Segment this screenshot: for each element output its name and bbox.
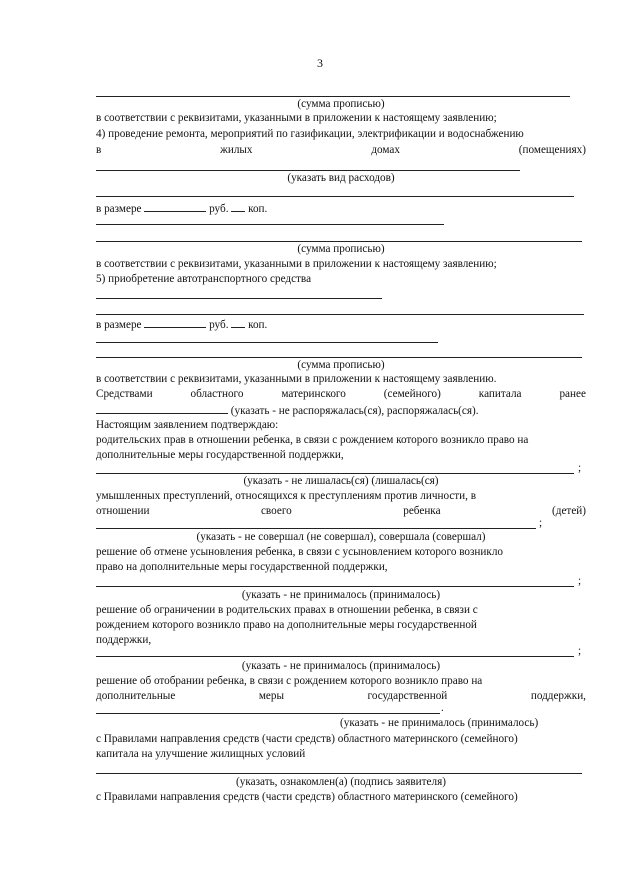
text-line: Настоящим заявлением подтверждаю:: [96, 419, 279, 431]
text-line: дополнительные меры государственной поддержки,: [96, 449, 344, 461]
text-line: право на дополнительные меры государственной поддержки,: [96, 561, 388, 573]
word: ребенка: [403, 505, 441, 517]
hint-signature: (указать, ознакомлен(а) (подпись заявителя): [236, 776, 446, 788]
hint-sum-in-words: (сумма прописью): [297, 359, 385, 371]
fill-line: [96, 314, 584, 315]
text-line: в соответствии с реквизитами, указанными в приложении к настоящему заявлению;: [96, 258, 497, 270]
hint-taken: (указать - не принималось (принималось): [340, 717, 539, 729]
rubles-blank: [144, 201, 206, 212]
semicolon: ;: [539, 517, 543, 529]
word: жилых: [220, 144, 253, 156]
word: в размере: [96, 319, 142, 331]
word: отношении: [96, 505, 150, 517]
funds-disposal-line: [96, 403, 479, 418]
semicolon: ;: [578, 645, 582, 657]
fill-line: [96, 586, 574, 587]
word: ранее: [559, 388, 586, 400]
justified-line: [96, 690, 586, 703]
word: коп.: [248, 319, 268, 331]
hint-taken: (указать - не принималось (принималось): [241, 660, 441, 672]
word: капитала: [478, 388, 522, 400]
hint: (указать - не распоряжалась(ся), распоряжалась(ся).: [230, 405, 479, 417]
word: меры: [258, 690, 284, 702]
fill-line: [96, 170, 520, 171]
semicolon: ;: [578, 575, 582, 587]
text-line: решение об ограничении в родительских правах в отношении ребенка, в связи с: [96, 604, 478, 616]
disposal-blank: [96, 403, 228, 414]
word: поддержки,: [530, 690, 586, 702]
hint-taken: (указать - не принималось (принималось): [241, 589, 441, 601]
word: (детей): [552, 505, 586, 517]
hint-deprived: (указать - не лишалась(ся) (лишалась(ся): [243, 475, 439, 487]
fill-line: [96, 241, 582, 242]
word: в: [96, 144, 102, 156]
rubles-blank: [144, 317, 206, 328]
page-number: 3: [317, 56, 323, 70]
fill-line: [96, 473, 574, 474]
kopecks-blank: [231, 201, 245, 212]
fill-line: [96, 224, 444, 225]
fill-line: [96, 196, 574, 197]
word: коп.: [248, 203, 268, 215]
fill-line: [96, 773, 582, 774]
word: (семейного): [383, 388, 441, 400]
text-line: 5) приобретение автотранспортного средства: [96, 273, 312, 285]
justified-line: [96, 144, 586, 157]
word: (помещениях): [518, 144, 586, 156]
word: домах: [371, 144, 400, 156]
text-line: 4) проведение ремонта, мероприятий по газификации, электрификации и водоснабжению: [96, 128, 524, 140]
text-line: капитала на улучшение жилищных условий: [96, 748, 306, 760]
fill-line: [96, 357, 582, 358]
hint-sum-in-words: (сумма прописью): [297, 243, 385, 255]
amount-line: [96, 201, 267, 216]
word: дополнительные: [96, 690, 176, 702]
word: государственной: [367, 690, 448, 702]
justified-line: [96, 388, 586, 401]
word: в размере: [96, 203, 142, 215]
text-line: в соответствии с реквизитами, указанными в приложении к настоящему заявлению.: [96, 373, 497, 385]
word: областного: [190, 388, 244, 400]
fill-line: [96, 298, 382, 299]
text-line: поддержки,: [96, 634, 152, 646]
fill-line: [96, 528, 536, 529]
fill-line: [96, 656, 574, 657]
word: Средствами: [96, 388, 153, 400]
amount-line: [96, 317, 267, 332]
word: руб.: [209, 319, 229, 331]
hint-expense-type: (указать вид расходов): [287, 172, 395, 184]
text-line: умышленных преступлений, относящихся к преступлениям против личности, в: [96, 490, 477, 502]
text-line: в соответствии с реквизитами, указанными в приложении к настоящему заявлению;: [96, 112, 497, 124]
text-line: родительских прав в отношении ребенка, в связи с рождением которого возникло право на: [96, 434, 529, 446]
text-line: рождением которого возникло право на дополнительные меры государственной: [96, 619, 477, 631]
word: своего: [260, 505, 292, 517]
text-line: с Правилами направления средств (части средств) областного материнского (семейного): [96, 791, 518, 803]
word: материнского: [281, 388, 346, 400]
word: руб.: [209, 203, 229, 215]
text-line: с Правилами направления средств (части средств) областного материнского (семейного): [96, 733, 518, 745]
text-line: решение об отмене усыновления ребенка, в связи с усыновлением которого возникло: [96, 546, 504, 558]
hint-committed: (указать - не совершал (не совершал), совершала (совершал): [196, 531, 486, 543]
fill-line: [96, 342, 438, 343]
fill-line: [96, 713, 440, 714]
fill-line: [96, 96, 570, 97]
justified-line: [96, 505, 586, 518]
hint-sum-in-words: (сумма прописью): [297, 98, 385, 110]
semicolon: ;: [578, 462, 582, 474]
period: .: [441, 702, 444, 714]
kopecks-blank: [231, 317, 245, 328]
text-line: решение об отобрании ребенка, в связи с рождением которого возникло право на: [96, 675, 483, 687]
